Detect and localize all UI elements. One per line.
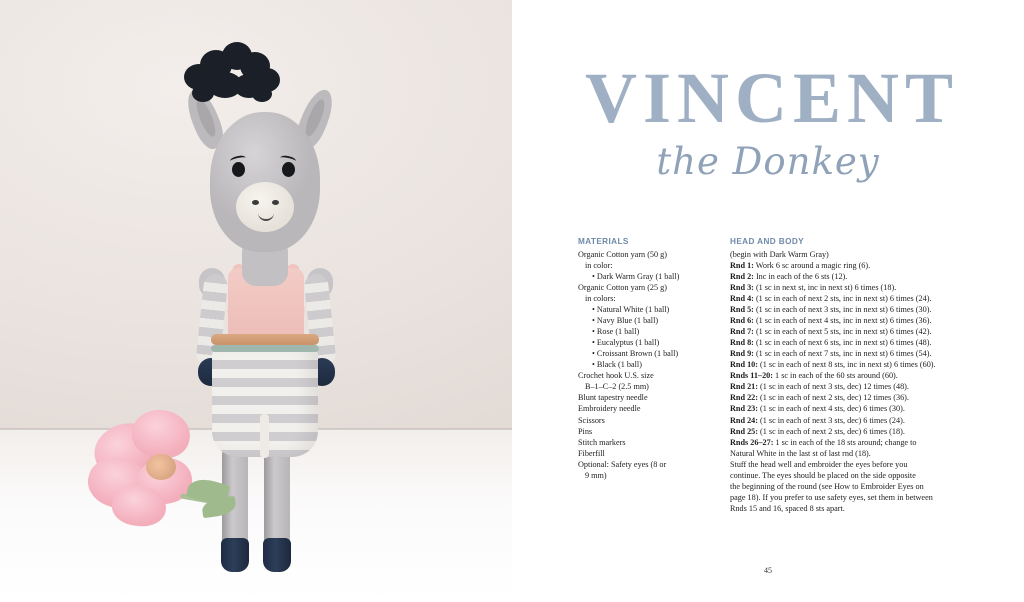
round-label: Rnd 25:: [730, 426, 758, 436]
text-columns: [578, 236, 984, 514]
round-text: (begin with Dark Warm Gray): [730, 250, 829, 260]
round-label: Rnd 1:: [730, 261, 754, 271]
materials-line: in color:: [585, 261, 613, 271]
materials-line: • Eucalyptus (1 ball): [592, 338, 660, 348]
materials-line: in colors:: [585, 294, 616, 304]
pattern-round-line: [730, 359, 980, 370]
pattern-column: [730, 236, 980, 514]
round-text: (1 sc in next st, inc in next st) 6 times (18).: [753, 283, 897, 293]
materials-line: • Rose (1 ball): [592, 327, 640, 337]
doll-eye-left: [232, 162, 245, 177]
round-text: page 18). If you prefer to use safety eyes, set them in between: [730, 492, 933, 502]
round-text: 1 sc in each of the 60 sts around (60).: [773, 371, 898, 381]
doll-brown-stripe: [211, 334, 319, 345]
round-text: (1 sc in each of next 8 sts, inc in next st) 6 times (60).: [757, 360, 936, 370]
page-title: VINCENT: [584, 58, 960, 138]
pattern-round-line: [730, 260, 980, 271]
pattern-note-line: [730, 448, 980, 459]
materials-line: B–1–C–2 (2.5 mm): [585, 382, 649, 392]
doll-muzzle: [236, 182, 294, 232]
pattern-note-line: [730, 481, 980, 492]
materials-line: Organic Cotton yarn (50 g): [578, 250, 667, 260]
round-text: continue. The eyes should be placed on the side opposite: [730, 470, 916, 480]
title-block: [512, 58, 1024, 183]
materials-line: Embroidery needle: [578, 404, 641, 414]
materials-line: • Croissant Brown (1 ball): [592, 349, 679, 359]
pattern-round-line: [730, 415, 980, 426]
pattern-note-line: [730, 249, 980, 260]
pattern-heading: HEAD AND BODY: [730, 237, 805, 246]
pattern-round-line: [730, 304, 980, 315]
round-text: (1 sc in each of next 3 sts, inc in next st) 6 times (30).: [753, 305, 932, 315]
pattern-note-line: [730, 492, 980, 503]
materials-line: Crochet hook U.S. size: [578, 371, 654, 381]
materials-line: Pins: [578, 426, 593, 436]
doll-green-stripe: [211, 345, 319, 352]
materials-line: • Black (1 ball): [592, 360, 642, 370]
pattern-instruction-list: [730, 249, 980, 514]
doll-hoof-right: [263, 538, 291, 572]
pattern-round-line: [730, 426, 980, 437]
materials-line: Optional: Safety eyes (8 or: [578, 459, 667, 469]
doll-shorts-gap: [260, 414, 269, 458]
round-text: (1 sc in each of next 4 sts, inc in next st) 6 times (36).: [753, 316, 932, 326]
pattern-round-line: [730, 437, 980, 448]
round-text: (1 sc in each of next 7 sts, inc in next st) 6 times (54).: [753, 349, 932, 359]
doll-nostril-right: [272, 200, 279, 205]
round-text: (1 sc in each of next 5 sts, inc in next st) 6 times (42).: [753, 327, 932, 337]
round-text: (1 sc in each of next 2 sts, dec) 6 times (18).: [757, 426, 905, 436]
round-label: Rnds 11–20:: [730, 371, 773, 381]
materials-line: 9 mm): [585, 470, 607, 480]
pattern-round-line: [730, 381, 980, 392]
round-label: Rnd 4:: [730, 294, 754, 304]
doll-nostril-left: [252, 200, 259, 205]
pattern-round-line: [730, 315, 980, 326]
pattern-round-line: [730, 282, 980, 293]
pattern-round-line: [730, 337, 980, 348]
round-label: Rnd 23:: [730, 404, 758, 414]
round-text: (1 sc in each of next 6 sts, inc in next st) 6 times (48).: [753, 338, 932, 348]
round-label: Rnd 6:: [730, 316, 754, 326]
round-label: Rnd 21:: [730, 382, 758, 392]
flower-center: [146, 454, 176, 480]
pattern-round-line: [730, 392, 980, 403]
pattern-round-line: [730, 348, 980, 359]
pattern-round-line: [730, 326, 980, 337]
pattern-round-line: [730, 293, 980, 304]
materials-list: [578, 249, 702, 481]
round-label: Rnds 26–27:: [730, 437, 774, 447]
round-label: Rnd 22:: [730, 393, 758, 403]
materials-line: • Dark Warm Gray (1 ball): [592, 272, 680, 282]
round-label: Rnd 8:: [730, 338, 754, 348]
pattern-round-line: [730, 403, 980, 414]
materials-line: Scissors: [578, 415, 605, 425]
round-text: Stuff the head well and embroider the eyes before you: [730, 459, 908, 469]
pink-flower: [84, 402, 244, 542]
round-text: (1 sc in each of next 4 sts, dec) 6 times (30).: [757, 404, 905, 414]
materials-line: Stitch markers: [578, 437, 626, 447]
materials-line: • Natural White (1 ball): [592, 305, 670, 315]
round-text: (1 sc in each of next 3 sts, dec) 6 times (24).: [757, 415, 905, 425]
round-text: (1 sc in each of next 2 sts, inc in next st) 6 times (24).: [753, 294, 932, 304]
doll-hoof-left: [221, 538, 249, 572]
round-label: Rnd 7:: [730, 327, 754, 337]
pattern-note-line: [730, 459, 980, 470]
materials-line: • Navy Blue (1 ball): [592, 316, 659, 326]
round-text: Inc in each of the 6 sts (12).: [753, 272, 848, 282]
pattern-round-line: [730, 271, 980, 282]
round-label: Rnd 24:: [730, 415, 758, 425]
pattern-note-line: [730, 503, 980, 514]
page-subtitle: the Donkey: [656, 140, 880, 183]
round-text: (1 sc in each of next 3 sts, dec) 12 times (48).: [757, 382, 909, 392]
round-text: 1 sc in each of the 18 sts around; change to: [773, 437, 917, 447]
pattern-page: [512, 0, 1024, 602]
round-label: Rnd 10:: [730, 360, 758, 370]
round-label: Rnd 3:: [730, 283, 754, 293]
pattern-round-line: [730, 370, 980, 381]
pattern-note-line: [730, 470, 980, 481]
round-text: (1 sc in each of next 2 sts, dec) 12 times (36).: [757, 393, 909, 403]
materials-column: [578, 236, 702, 481]
page-number: 45: [764, 566, 772, 575]
round-label: Rnd 9:: [730, 349, 754, 359]
materials-line: Fiberfill: [578, 448, 605, 458]
materials-line: Organic Cotton yarn (25 g): [578, 283, 667, 293]
round-text: Rnds 15 and 16, spaced 8 sts apart.: [730, 503, 845, 513]
round-text: the beginning of the round (see How to Embroider Eyes on: [730, 481, 924, 491]
round-label: Rnd 5:: [730, 305, 754, 315]
round-text: Natural White in the last st of last rnd (18).: [730, 448, 871, 458]
round-label: Rnd 2:: [730, 272, 754, 282]
materials-heading: MATERIALS: [578, 237, 629, 246]
round-text: Work 6 sc around a magic ring (6).: [753, 261, 871, 271]
materials-line: Blunt tapestry needle: [578, 393, 648, 403]
